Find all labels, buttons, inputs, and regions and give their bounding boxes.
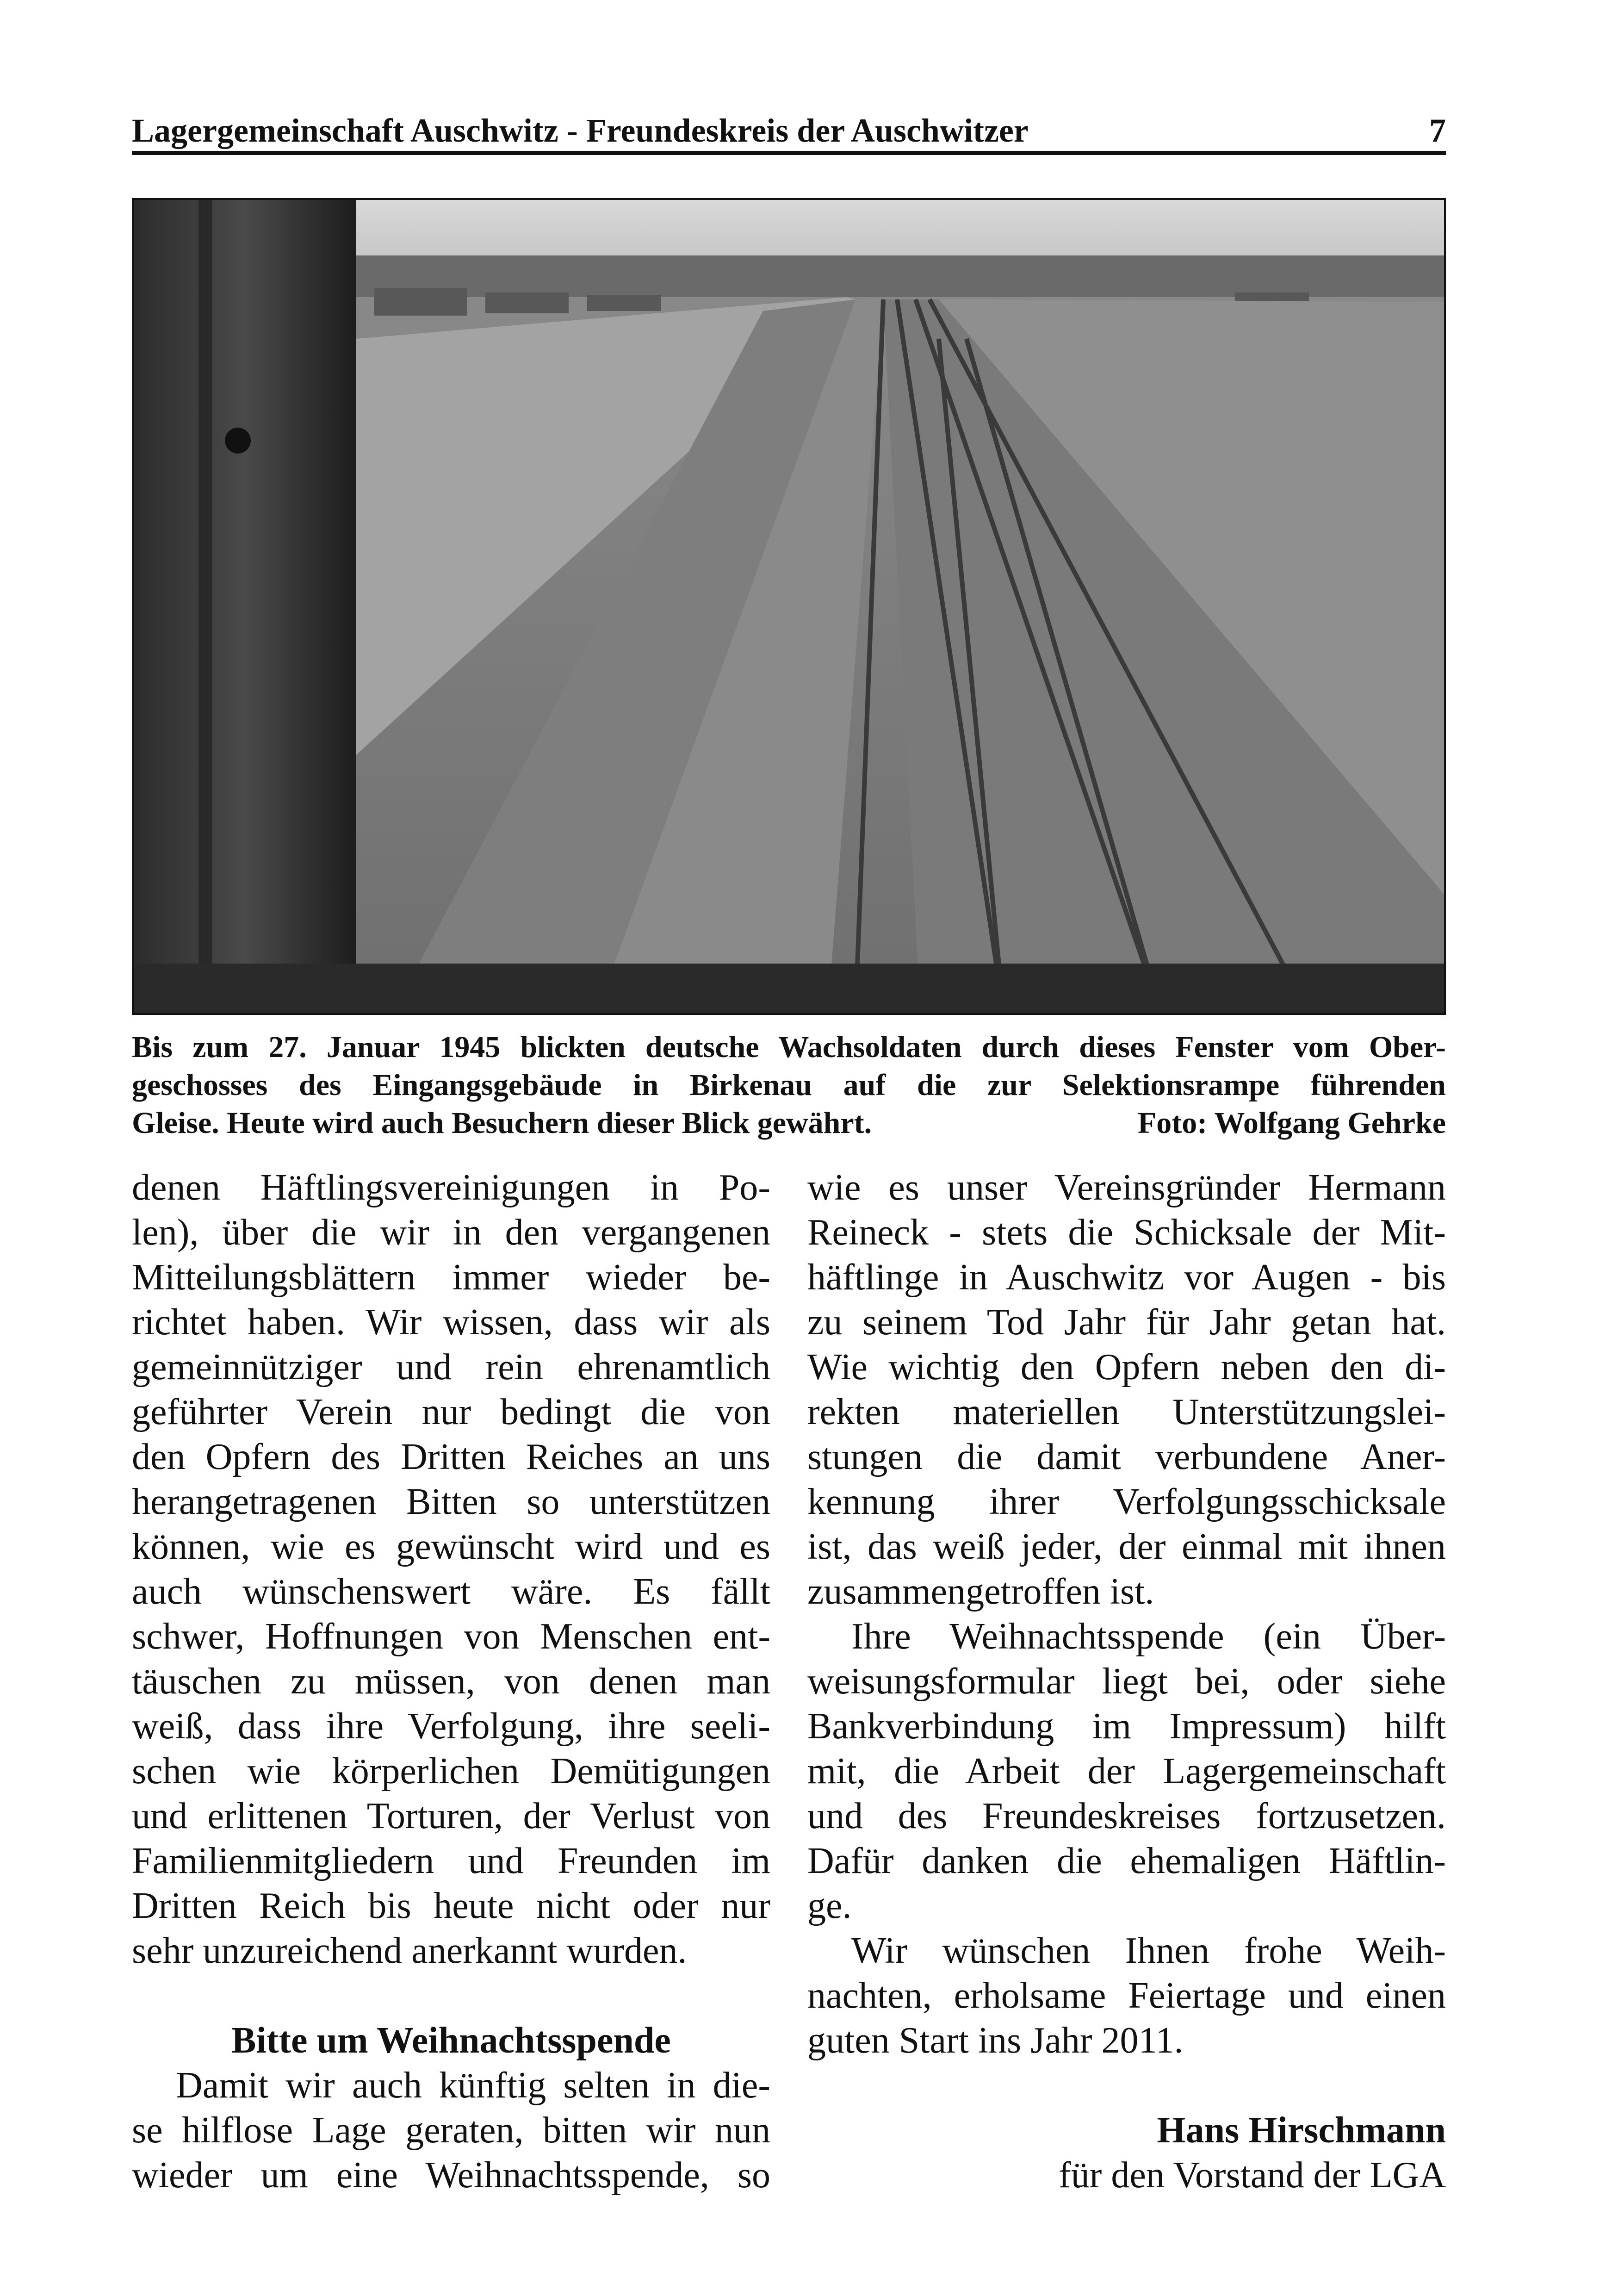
signature-block bbox=[807, 2108, 1446, 2198]
text-line: auch wünschenswert wäre. Es fällt bbox=[132, 1571, 770, 1612]
text-line: mit, die Arbeit der Lagergemeinschaft bbox=[807, 1751, 1446, 1792]
signature-name: Hans Hirschmann bbox=[1157, 2110, 1446, 2151]
text-line: geführter Verein nur bedingt die von bbox=[132, 1392, 770, 1432]
section-subheading: Bitte um Weihnachtsspende bbox=[231, 2020, 671, 2061]
text-line: Dritten Reich bis heute nicht oder nur bbox=[132, 1885, 770, 1926]
text-line: se hilflose Lage geraten, bitten wir nun bbox=[132, 2110, 770, 2151]
text-line: denen Häftlingsvereinigungen in Po- bbox=[132, 1167, 770, 1208]
running-header bbox=[132, 101, 1446, 147]
text-line: häftlinge in Auschwitz vor Augen - bis bbox=[807, 1257, 1446, 1298]
caption-line-3: Gleise. Heute wird auch Besuchern dieser Blick gewährt. bbox=[132, 1106, 872, 1140]
text-line: und des Freundeskreises fortzusetzen. bbox=[807, 1796, 1446, 1836]
text-line: Mitteilungsblättern immer wieder be- bbox=[132, 1257, 770, 1298]
text-line: können, wie es gewünscht wird und es bbox=[132, 1526, 770, 1567]
text-line: wie es unser Vereinsgründer Hermann bbox=[807, 1167, 1446, 1208]
text-line: sehr unzureichend anerkannt wurden. bbox=[132, 1930, 687, 1971]
text-line: kennung ihrer Verfolgungsschicksale bbox=[807, 1481, 1446, 1522]
text-line: zusammengetroffen ist. bbox=[807, 1571, 1154, 1612]
photo-illustration bbox=[134, 200, 1444, 1013]
text-line: weisungsformular liegt bei, oder siehe bbox=[807, 1661, 1446, 1702]
text-line: stungen die damit verbundene Aner- bbox=[807, 1437, 1446, 1477]
text-line: richtet haben. Wir wissen, dass wir als bbox=[132, 1302, 770, 1343]
caption-line-1: Bis zum 27. Januar 1945 blickten deutsche Wachsoldaten durch dieses Fenster vom Ober- bbox=[132, 1030, 1446, 1064]
text-line: ist, das weiß jeder, der einmal mit ihnen bbox=[807, 1526, 1446, 1567]
text-line: len), über die wir in den vergangenen bbox=[132, 1212, 770, 1253]
text-line: Dafür danken die ehemaligen Häftlin- bbox=[807, 1841, 1446, 1881]
signature-role: für den Vorstand der LGA bbox=[1059, 2155, 1446, 2196]
text-line: Reineck - stets die Schicksale der Mit- bbox=[807, 1212, 1446, 1253]
text-line: Wir wünschen Ihnen frohe Weih- bbox=[851, 1930, 1446, 1971]
header-title: Lagergemeinschaft Auschwitz - Freundeskreis der Auschwitzer bbox=[132, 112, 1029, 149]
text-line: Damit wir auch künftig selten in die- bbox=[176, 2065, 770, 2106]
text-line: Ihre Weihnachtsspende (ein Über- bbox=[851, 1616, 1446, 1657]
text-line: ge. bbox=[807, 1885, 852, 1926]
left-paragraph-2 bbox=[132, 2063, 770, 2198]
text-line: Familienmitgliedern und Freunden im bbox=[132, 1841, 770, 1881]
text-line: täuschen zu müssen, von denen man bbox=[132, 1661, 770, 1702]
left-column bbox=[132, 1165, 770, 2198]
text-line: weiß, dass ihre Verfolgung, ihre seeli- bbox=[132, 1706, 770, 1747]
birkenau-ramp-photo bbox=[132, 198, 1446, 1015]
header-rule bbox=[132, 151, 1446, 155]
text-line: und erlittenen Torturen, der Verlust von bbox=[132, 1796, 770, 1836]
text-line: Wie wichtig den Opfern neben den di- bbox=[807, 1347, 1446, 1388]
page-number: 7 bbox=[1429, 112, 1446, 149]
photo-caption bbox=[132, 1028, 1446, 1142]
right-paragraph-1 bbox=[807, 1165, 1446, 1614]
text-line: herangetragenen Bitten so unterstützen bbox=[132, 1481, 770, 1522]
text-line: den Opfern des Dritten Reiches an uns bbox=[132, 1437, 770, 1477]
photo-credit: Foto: Wolfgang Gehrke bbox=[1137, 1106, 1446, 1140]
text-line: zu seinem Tod Jahr für Jahr getan hat. bbox=[807, 1302, 1446, 1343]
text-line: Bankverbindung im Impressum) hilft bbox=[807, 1706, 1446, 1747]
caption-last-line bbox=[132, 1104, 1446, 1142]
right-paragraph-2 bbox=[807, 1614, 1446, 1929]
left-paragraph-1 bbox=[132, 1165, 770, 1973]
text-line: wieder um eine Weihnachtsspende, so bbox=[132, 2155, 770, 2196]
text-line: guten Start ins Jahr 2011. bbox=[807, 2020, 1184, 2061]
text-line: nachten, erholsame Feiertage und einen bbox=[807, 1975, 1446, 2016]
caption-line-2: geschosses des Eingangsgebäude in Birkenau auf die zur Selektionsrampe führenden bbox=[132, 1068, 1446, 1102]
right-paragraph-3 bbox=[807, 1929, 1446, 2063]
text-line: gemeinnütziger und rein ehrenamtlich bbox=[132, 1347, 770, 1388]
text-line: schen wie körperlichen Demütigungen bbox=[132, 1751, 770, 1792]
text-line: schwer, Hoffnungen von Menschen ent- bbox=[132, 1616, 770, 1657]
right-column bbox=[807, 1165, 1446, 2198]
text-line: rekten materiellen Unterstützungslei- bbox=[807, 1392, 1446, 1432]
